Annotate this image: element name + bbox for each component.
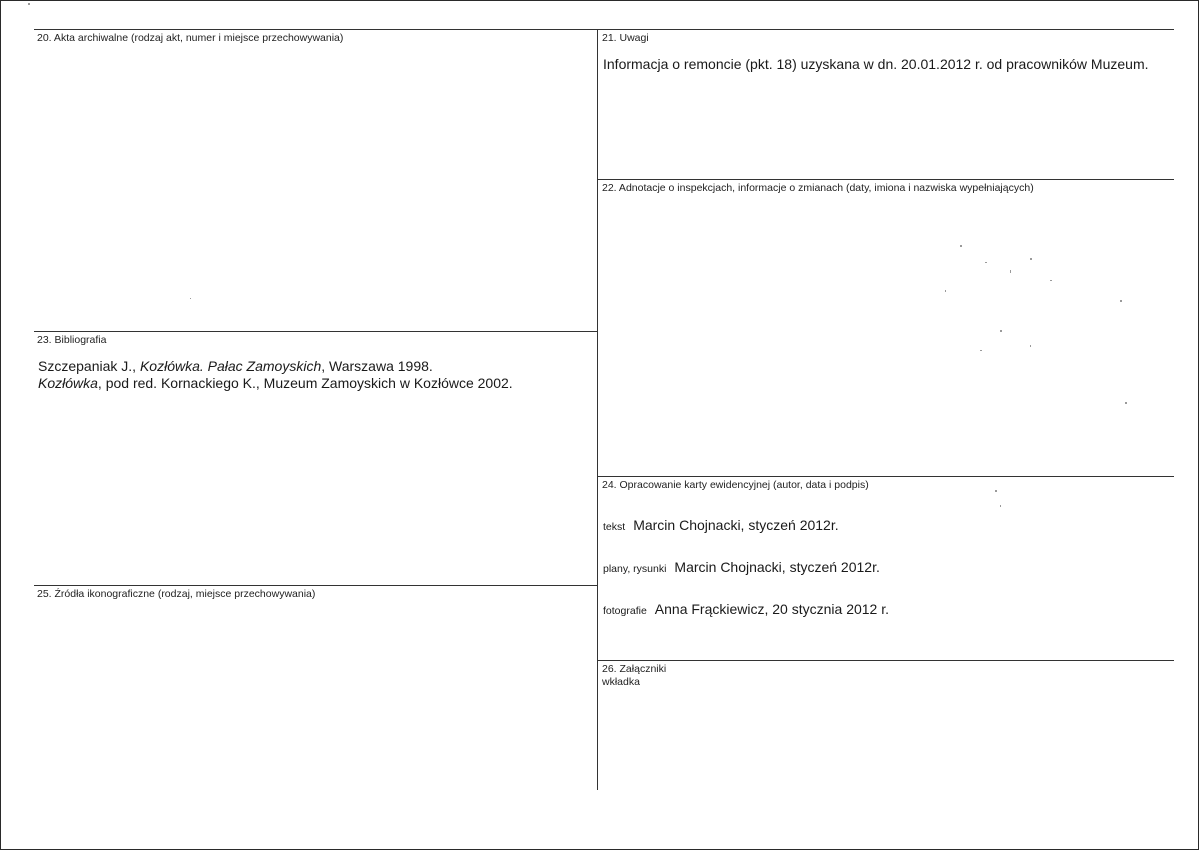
scan-noise bbox=[1030, 345, 1031, 347]
divider-24 bbox=[598, 476, 1174, 477]
divider-23 bbox=[34, 331, 597, 332]
divider-top bbox=[34, 29, 1174, 30]
author-row-key: tekst bbox=[603, 521, 626, 533]
divider-center bbox=[597, 29, 598, 790]
author-row-key: plany, rysunki bbox=[603, 563, 667, 575]
bibliography-entry bbox=[38, 358, 433, 374]
bibliography-title: Kozłówka. Pałac Zamoyskich bbox=[139, 358, 322, 374]
bibliography-entry bbox=[38, 375, 513, 391]
scan-noise bbox=[1000, 330, 1002, 332]
bibliography-author: Szczepaniak J., bbox=[38, 358, 137, 374]
bibliography-rest: , pod red. Kornackiego K., Muzeum Zamoyskich w Kozłówce 2002. bbox=[97, 375, 513, 391]
scan-noise bbox=[1000, 505, 1001, 507]
author-row-value: Anna Frąckiewicz, 20 stycznia 2012 r. bbox=[654, 601, 890, 617]
divider-22 bbox=[598, 179, 1174, 180]
scan-noise bbox=[985, 262, 987, 263]
scan-noise bbox=[1125, 402, 1127, 404]
field-26-value: wkładka bbox=[602, 676, 640, 688]
author-row-value: Marcin Chojnacki, styczeń 2012r. bbox=[674, 559, 880, 575]
scan-noise bbox=[1010, 270, 1011, 273]
author-row-text bbox=[603, 517, 839, 533]
field-26-label: 26. Załączniki bbox=[602, 663, 667, 675]
field-25-label: 25. Źródła ikonograficzne (rodzaj, miejsce przechowywania) bbox=[37, 588, 316, 600]
divider-25 bbox=[34, 585, 597, 586]
field-21-text: Informacja o remoncie (pkt. 18) uzyskana w dn. 20.01.2012 r. od pracowników Muzeum. bbox=[603, 56, 1149, 72]
scan-noise bbox=[1120, 300, 1122, 302]
field-20-label: 20. Akta archiwalne (rodzaj akt, numer i miejsce przechowywania) bbox=[37, 32, 344, 44]
scan-noise bbox=[1050, 280, 1052, 281]
field-22-label: 22. Adnotacje o inspekcjach, informacje o zmianach (daty, imiona i nazwiska wypełniających) bbox=[602, 182, 1034, 194]
scan-noise bbox=[190, 298, 191, 299]
scan-noise bbox=[960, 245, 962, 247]
divider-26 bbox=[598, 660, 1174, 661]
field-21-label: 21. Uwagi bbox=[602, 32, 649, 44]
field-23-label: 23. Bibliografia bbox=[37, 334, 107, 346]
scan-noise bbox=[995, 490, 997, 492]
bibliography-title: Kozłówka bbox=[38, 375, 98, 391]
bibliography-rest: , Warszawa 1998. bbox=[321, 358, 433, 374]
author-row-photos bbox=[603, 601, 889, 617]
scan-noise bbox=[1030, 258, 1032, 260]
scan-noise bbox=[945, 290, 946, 292]
scan-noise bbox=[28, 3, 30, 5]
scan-noise bbox=[980, 350, 982, 351]
author-row-key: fotografie bbox=[603, 605, 647, 617]
author-row-plans bbox=[603, 559, 880, 575]
field-24-label: 24. Opracowanie karty ewidencyjnej (autor, data i podpis) bbox=[602, 479, 869, 491]
author-row-value: Marcin Chojnacki, styczeń 2012r. bbox=[633, 517, 839, 533]
